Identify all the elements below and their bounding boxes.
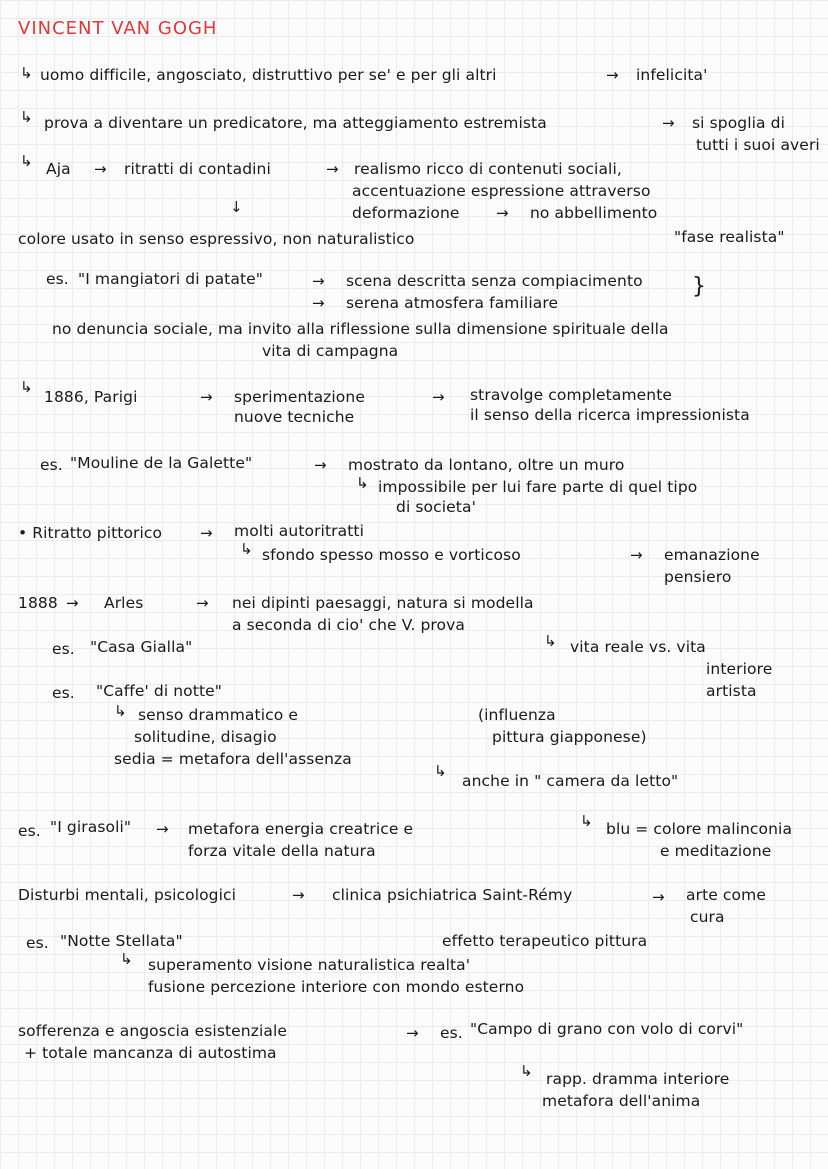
example-prefix: es. — [26, 934, 49, 952]
note-line: "Campo di grano con volo di corvi" — [470, 1020, 744, 1038]
note-line: anche in " camera da letto" — [462, 772, 679, 790]
bullet-item: • Ritratto pittorico — [18, 524, 163, 542]
hook-arrow-icon: ↳ — [520, 1062, 533, 1080]
note-line: uomo difficile, angosciato, distruttivo per se' e per gli altri — [40, 66, 497, 84]
note-line: ritratti di contadini — [124, 160, 271, 178]
note-line: sperimentazione — [234, 388, 365, 406]
hook-arrow-icon: ↳ — [356, 474, 369, 492]
right-arrow-icon: → — [94, 160, 107, 178]
note-line: sofferenza e angoscia esistenziale — [18, 1022, 288, 1040]
note-line: forza vitale della natura — [188, 842, 376, 860]
note-line: di societa' — [396, 498, 476, 516]
hook-arrow-icon: ↳ — [20, 108, 33, 126]
note-line: metafora dell'anima — [542, 1092, 701, 1110]
note-line: vita di campagna — [262, 342, 399, 360]
note-line: si spoglia di — [692, 114, 786, 132]
note-line: superamento visione naturalistica realta' — [148, 956, 471, 974]
right-arrow-icon: → — [66, 594, 79, 612]
note-line: pittura giapponese) — [492, 728, 647, 746]
note-line: serena atmosfera familiare — [346, 294, 559, 312]
note-line: nuove tecniche — [234, 408, 355, 426]
note-line: cura — [690, 908, 725, 926]
note-line: infelicita' — [636, 66, 708, 84]
note-line: realismo ricco di contenuti sociali, — [354, 160, 622, 178]
right-arrow-icon: → — [200, 388, 213, 406]
note-line: deformazione — [352, 204, 460, 222]
right-arrow-icon: → — [312, 294, 325, 312]
right-arrow-icon: → — [606, 66, 619, 84]
note-line: a seconda di cio' che V. prova — [232, 616, 465, 634]
note-line: + totale mancanza di autostima — [24, 1044, 277, 1062]
example-prefix: es. — [18, 822, 41, 840]
note-line: "Mouline de la Galette" — [70, 454, 253, 472]
right-arrow-icon: → — [406, 1024, 419, 1042]
right-arrow-icon: → — [196, 594, 209, 612]
example-prefix: es. — [52, 684, 75, 702]
note-line: "I mangiatori di patate" — [78, 270, 263, 288]
note-line: "fase realista" — [674, 228, 785, 246]
note-line: "Notte Stellata" — [60, 932, 183, 950]
example-prefix: es. — [46, 270, 69, 288]
note-line: 1888 — [18, 594, 58, 612]
example-prefix: es. — [40, 456, 63, 474]
note-line: fusione percezione interiore con mondo esterno — [148, 978, 525, 996]
hook-arrow-icon: ↳ — [20, 378, 33, 396]
note-line: (influenza — [478, 706, 556, 724]
right-arrow-icon: → — [496, 204, 509, 222]
note-line: sedia = metafora dell'assenza — [114, 750, 352, 768]
right-arrow-icon: → — [292, 886, 305, 904]
note-line: artista — [706, 682, 757, 700]
note-line: metafora energia creatrice e — [188, 820, 414, 838]
hook-arrow-icon: ↳ — [544, 632, 557, 650]
right-arrow-icon: → — [662, 114, 675, 132]
note-line: il senso della ricerca impressionista — [470, 406, 750, 424]
right-arrow-icon: → — [314, 456, 327, 474]
note-line: prova a diventare un predicatore, ma atteggiamento estremista — [44, 114, 547, 132]
note-line: vita reale vs. vita — [570, 638, 706, 656]
note-line: pensiero — [664, 568, 732, 586]
note-line: "Caffe' di notte" — [96, 682, 222, 700]
right-arrow-icon: → — [432, 388, 445, 406]
hook-arrow-icon: ↳ — [120, 950, 133, 968]
hook-arrow-icon: ↳ — [580, 812, 593, 830]
note-line: effetto terapeutico pittura — [442, 932, 648, 950]
note-line: solitudine, disagio — [134, 728, 277, 746]
note-line: stravolge completamente — [470, 386, 673, 404]
note-line: clinica psichiatrica Saint-Rémy — [332, 886, 573, 904]
note-line: colore usato in senso espressivo, non naturalistico — [18, 230, 415, 248]
note-line: 1886, Parigi — [44, 388, 138, 406]
note-line: tutti i suoi averi — [696, 136, 820, 154]
right-arrow-icon: → — [200, 524, 213, 542]
right-arrow-icon: → — [156, 820, 169, 838]
hook-arrow-icon: ↳ — [434, 762, 447, 780]
hook-arrow-icon: ↳ — [114, 702, 127, 720]
note-line: "Casa Gialla" — [90, 638, 193, 656]
note-line: emanazione — [664, 546, 760, 564]
hook-arrow-icon: ↳ — [240, 540, 253, 558]
right-arrow-icon: → — [630, 546, 643, 564]
note-line: no abbellimento — [530, 204, 658, 222]
note-line: senso drammatico e — [138, 706, 298, 724]
brace-icon: } — [692, 274, 707, 299]
note-line: nei dipinti paesaggi, natura si modella — [232, 594, 534, 612]
note-line: rapp. dramma interiore — [546, 1070, 730, 1088]
hook-arrow-icon: ↳ — [20, 152, 33, 170]
example-prefix: es. — [52, 640, 75, 658]
note-line: mostrato da lontano, oltre un muro — [348, 456, 625, 474]
note-line: accentuazione espressione attraverso — [352, 182, 651, 200]
note-line: Arles — [104, 594, 144, 612]
note-line: "I girasoli" — [50, 818, 132, 836]
note-line: Aja — [46, 160, 71, 178]
right-arrow-icon: → — [652, 888, 665, 906]
note-line: interiore — [706, 660, 773, 678]
note-line: sfondo spesso mosso e vorticoso — [262, 546, 521, 564]
note-line: Disturbi mentali, psicologici — [18, 886, 237, 904]
right-arrow-icon: → — [326, 160, 339, 178]
note-line: no denuncia sociale, ma invito alla riflessione sulla dimensione spirituale della — [52, 320, 669, 338]
down-arrow-icon: ↓ — [230, 198, 243, 216]
note-line: blu = colore malinconia — [606, 820, 793, 838]
right-arrow-icon: → — [312, 272, 325, 290]
note-line: molti autoritratti — [234, 522, 364, 540]
example-prefix: es. — [440, 1024, 463, 1042]
note-line: impossibile per lui fare parte di quel tipo — [378, 478, 698, 496]
note-line: e meditazione — [660, 842, 772, 860]
note-line: arte come — [686, 886, 766, 904]
note-line: scena descritta senza compiacimento — [346, 272, 643, 290]
hook-arrow-icon: ↳ — [20, 64, 33, 82]
page-title: VINCENT VAN GOGH — [18, 18, 218, 39]
